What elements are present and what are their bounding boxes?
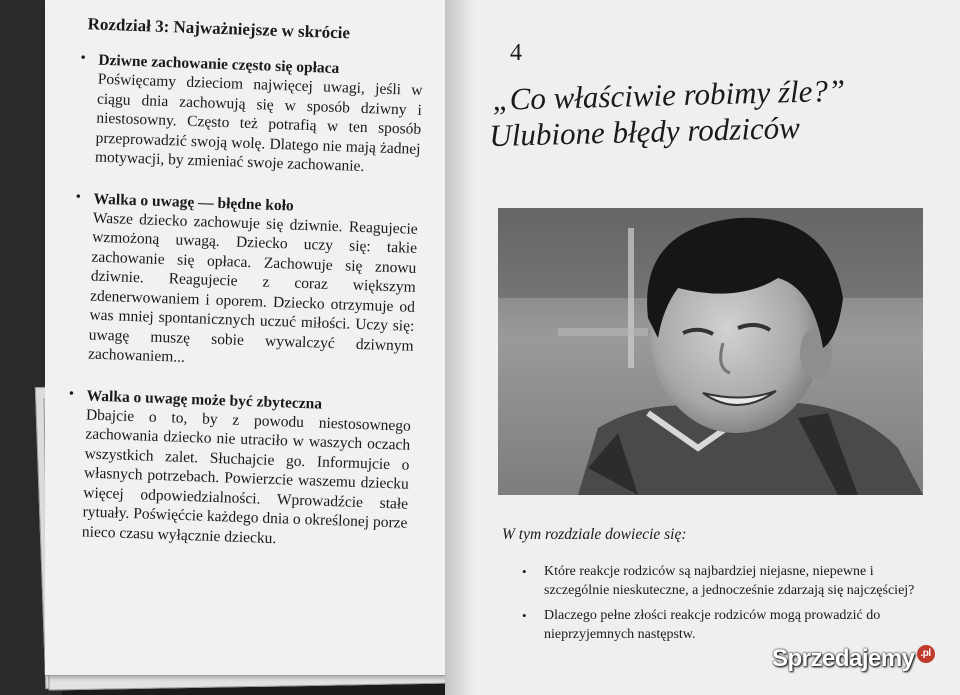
list-item <box>522 562 942 600</box>
watermark-logo <box>772 645 935 673</box>
bullet-icon: • <box>522 564 527 579</box>
chapter-intro: W tym rozdziale dowiecie się: <box>502 526 687 543</box>
bullet-icon: • <box>68 385 75 402</box>
list-item-text: Które reakcje rodziców są najbardziej niejasne, niepewne i szczególnie nieskuteczne, a jednocześnie zdarzają się najczęściej? <box>544 564 915 598</box>
watermark-text: Sprzedajemy <box>772 645 915 672</box>
summary-item-title: Walka o uwagę — błędne koło <box>93 190 294 215</box>
summary-item <box>62 385 412 552</box>
boy-photo <box>498 208 923 495</box>
chapter-title-line: Ulubione błędy rodziców <box>488 109 801 154</box>
list-item-text: Dlaczego pełne złości reakcje rodziców mogą prowadzić do nieprzyjemnych następstw. <box>544 608 881 642</box>
chapter-summary <box>61 14 425 575</box>
summary-item-body: Wasze dziecko zachowuje się dziwnie. Reagujecie wzmożoną uwagą. Dziecko uczy się: takie zachowanie się opłaca. Zachowuje się znowu dziwnie. Reagujecie z coraz większym zdenerwowaniem i oporem. Dziecko otrzymuje od was mniej spontanicznych uczuć miłości. Uczy się: uwagę muszę sobie wywalczyć dziwnym zachowaniem... <box>87 209 419 366</box>
summary-heading: Rozdział 3: Najważniejsze w skrócie <box>87 14 351 43</box>
summary-item-title: Walka o uwagę może być zbyteczna <box>86 386 323 413</box>
chapter-title <box>488 71 924 154</box>
summary-item <box>75 50 424 178</box>
summary-item-title: Dziwne zachowanie często się opłaca <box>98 51 340 78</box>
bullet-icon: • <box>80 50 87 67</box>
book-gutter <box>445 0 475 695</box>
chapter-number: 4 <box>510 40 522 66</box>
chapter-title-line: „Co właściwie robimy źle?” <box>492 72 846 117</box>
bullet-icon: • <box>522 608 527 623</box>
summary-item-body: Dbajcie o to, by z powodu niestosownego zachowania dziecko nie utraciło w waszych oczach wszystkich zalet. Słuchajcie go. Informujcie o własnych potrzebach. Powierzcie waszemu dziecku więcej odpowiedzialności. Wprowadźcie stałe rytuały. Poświęćcie każdego dnia o określonej porze nieco czasu wyłącznie dziecku. <box>81 405 412 547</box>
chapter-points <box>522 562 942 650</box>
bullet-icon: • <box>75 188 82 205</box>
watermark-badge: .pl <box>917 645 935 663</box>
list-item <box>522 606 942 644</box>
summary-item-body: Poświęcamy dzieciom najwięcej uwagi, jeśli w ciągu dnia zachowują się w sposób dziwny i niestosowny. Często też potrafią w ten sposób przeprowadzić swoją wolę. Dlatego nie mają żadnej motywacji, by zmieniać swoje zachowanie. <box>94 70 423 176</box>
photo-illustration <box>498 208 923 495</box>
summary-item <box>68 188 419 375</box>
